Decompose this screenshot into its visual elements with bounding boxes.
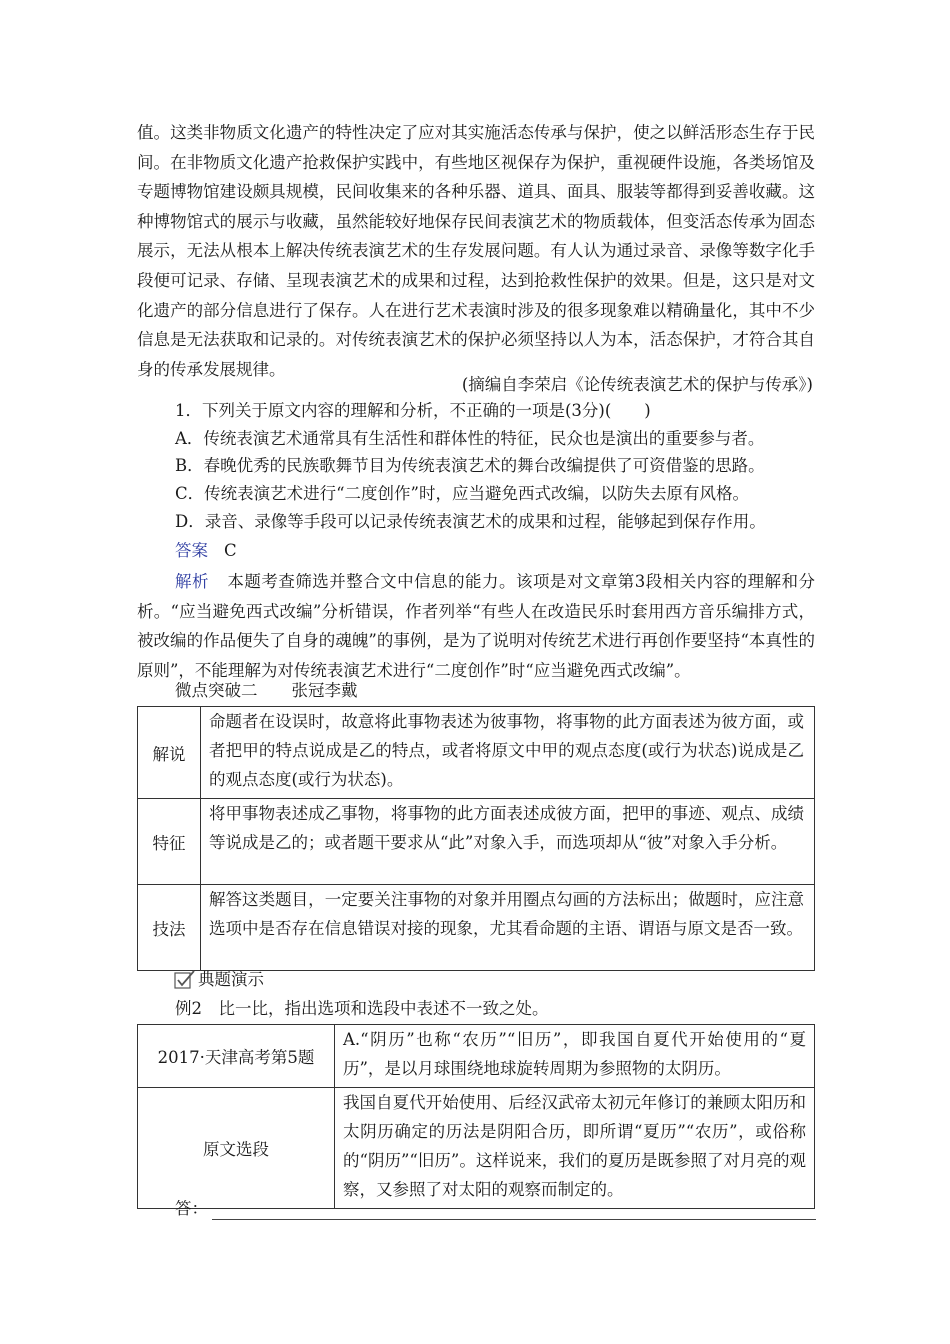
answer-value: C: [224, 541, 237, 560]
table-row: [138, 799, 815, 885]
section-heading: [175, 678, 358, 704]
comparison-table: [137, 1024, 815, 1209]
row-header: 特征: [138, 799, 201, 885]
row-body: A.“阴历”也称“农历”“旧历”，即我国自夏代开始使用的“夏历”，是以月球围绕地球旋转周期为参照物的太阴历。: [335, 1025, 815, 1088]
row-header: 技法: [138, 885, 201, 971]
example-prompt: 例2 比一比，指出选项和选段中表述不一致之处。: [175, 999, 549, 1018]
question-stem: 1．下列关于原文内容的理解和分析，不正确的一项是(3分)( ): [175, 401, 651, 420]
analysis-label: 解析: [175, 572, 209, 591]
answer-label: 答案: [175, 541, 208, 560]
answer-row: [175, 538, 237, 564]
row-body: 将甲事物表述成乙事物，将事物的此方面表述成彼方面，把甲的事迹、观点、成绩等说成是乙的；或者题干要求从“此”对象入手，而选项却从“彼”对象入手分析。: [201, 799, 815, 885]
section-subtitle: 张冠李戴: [291, 681, 358, 700]
analysis-paragraph: [137, 567, 815, 685]
table-row: [138, 1088, 815, 1209]
row-body: 我国自夏代开始使用、后经汉武帝太初元年修订的兼顾太阳历和太阴历确定的历法是阴阳合历，即所谓“夏历”“农历”，或俗称的“阴历”“旧历”。这样说来，我们的夏历是既参照了对月亮的观察，又参照了对太阳的观察而制定的。: [335, 1088, 815, 1209]
answer-blank-line[interactable]: [212, 1203, 816, 1220]
demo-label: 典题演示: [198, 970, 264, 989]
row-header: 原文选段: [138, 1088, 335, 1209]
demo-heading: [174, 967, 264, 993]
table-row: [138, 707, 815, 799]
table-row: [138, 885, 815, 971]
answer-field[interactable]: [175, 1198, 816, 1220]
table-row: [138, 1025, 815, 1088]
option-a: A．传统表演艺术通常具有生活性和群体性的特征，民众也是演出的重要参与者。: [175, 429, 765, 448]
passage-text: 值。这类非物质文化遗产的特性决定了应对其实施活态传承与保护，使之以鲜活形态生存于民间。在非物质文化遗产抢救保护实践中，有些地区视保存为保护，重视硬件设施，各类场馆及专题博物馆建设颇具规模，民间收集来的各种乐器、道具、面具、服装等都得到妥善收藏。这种博物馆式的展示与收藏，虽然能较好地保存民间表演艺术的物质载体，但变活态传承为固态展示，无法从根本上解决传统表演艺术的生存发展问题。有人认为通过录音、录像等数字化手段便可记录、存储、呈现表演艺术的成果和过程，达到抢救性保护的效果。但是，这只是对文化遗产的部分信息进行了保存。人在进行艺术表演时涉及的很多现象难以精确量化，其中不少信息是无法获取和记录的。对传统表演艺术的保护必须坚持以人为本，活态保护，才符合其自身的传承发展规律。: [137, 123, 815, 379]
section-title: 微点突破二: [175, 681, 258, 700]
answer-prompt: 答：: [175, 1199, 208, 1218]
row-body: 解答这类题目，一定要关注事物的对象并用圈点勾画的方法标出；做题时，应注意选项中是否存在信息错误对接的现象，尤其看命题的主语、谓语与原文是否一致。: [201, 885, 815, 971]
checkbox-tick-icon: [174, 970, 196, 990]
row-header: 解说: [138, 707, 201, 799]
row-body: 命题者在设误时，故意将此事物表述为彼事物，将事物的此方面表述为彼方面，或者把甲的特点说成是乙的特点，或者将原文中甲的观点态度(或行为状态)说成是乙的观点态度(或行为状态)。: [201, 707, 815, 799]
analysis-text: 本题考查筛选并整合文中信息的能力。该项是对文章第3段相关内容的理解和分析。“应当避免西式改编”分析错误，作者列举“有些人在改造民乐时套用西方音乐编排方式，被改编的作品便失了自身的魂魄”的事例，是为了说明对传统艺术进行再创作要坚持“本真性的原则”，不能理解为对传统表演艺术进行“二度创作”时“应当避免西式改编”。: [137, 572, 816, 680]
method-table: [137, 706, 815, 971]
row-header: 2017·天津高考第5题: [138, 1025, 335, 1088]
option-d: D．录音、录像等手段可以记录传统表演艺术的成果和过程，能够起到保存作用。: [175, 512, 766, 531]
option-b: B．春晚优秀的民族歌舞节目为传统表演艺术的舞台改编提供了可资借鉴的思路。: [175, 456, 765, 475]
option-c: C．传统表演艺术进行“二度创作”时，应当避免西式改编，以防失去原有风格。: [175, 484, 749, 503]
passage-source: (摘编自李荣启《论传统表演艺术的保护与传承》): [461, 375, 813, 394]
